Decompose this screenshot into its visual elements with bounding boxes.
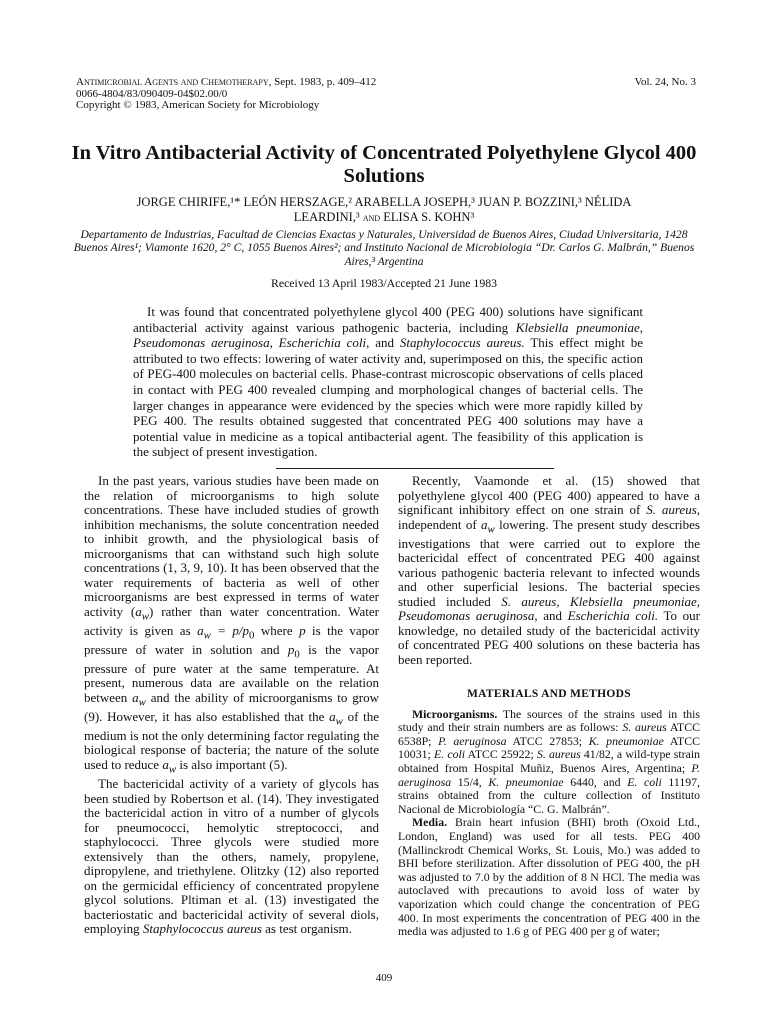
- text: is also important (5).: [176, 756, 288, 772]
- text: ATCC 6538P;: [398, 720, 700, 748]
- species-name: E. coli: [627, 774, 662, 789]
- species-name: Escherichia coli.: [567, 608, 659, 624]
- text: and the ability of microorganisms to grow (9). However, it has also established that the: [84, 689, 379, 724]
- text: The bactericidal activity of a variety of glycols has been studied by Robertson et al. (14). They investigated the bactericidal action in vitro of a number of glycols for pneumococci, hemolytic streptococci, and staphylococci. Three glycols were studied more extensively than the others, namely, propylene, dipropylene, and triethylene. Olitzky (12) also reported on the germicidal efficiency of concentrated propylene glycol solutions. Pltiman et al. (13) investigated the bacteriostatic and bactericidal activity of several diols, employing: [84, 776, 379, 937]
- text: In the past years, various studies have been made on the relation of microorganisms to high solute concentrations. These have included studies of growth inhibition mechanisms, the solute concentration needed to inhibit growth, and the physiological basis of microorganisms that can withstand such high solute concentrations (1, 3, 9, 10). It has been observed that the water requirements of bacteria as well of other microorganisms are best expressed in terms of water activity (: [84, 473, 379, 619]
- text: 11197, strains obtained from the culture collection of Instituto Nacional de Microbiología “C. G. Malbrán”.: [398, 774, 700, 816]
- symbol: a: [329, 708, 336, 724]
- species-name: Staphylococcus aureus.: [399, 335, 525, 351]
- subscript: w: [138, 696, 146, 709]
- text: is the vapor pressure of water in solution and: [84, 622, 379, 657]
- abstract-divider: [276, 468, 554, 469]
- symbol: a: [132, 689, 139, 705]
- abstract: [133, 304, 643, 460]
- text: Brain heart infusion (BHI) broth (Oxoid Ltd., London, England) was used for all tests. PEG 400 (Mallinckrodt Chemical Works, St. Louis, Mo.) was added to BHI before sterilization. After dissolution of PEG 400, the pH was adjusted to 7.0 by the addition of 8 N HCl. The media was autoclaved with precautions to avoid loss of water by vaporization which could change the concentration of PEG 400. In most experiments the concentration of PEG 400 in the media was adjusted to 1.6 g of PEG 400 per g of water;: [398, 815, 700, 939]
- text: ATCC 25922;: [465, 747, 537, 762]
- authors-part: ELISA S. KOHN³: [380, 210, 475, 224]
- run-in-heading: Media.: [412, 815, 448, 830]
- text: ATCC 10031;: [398, 733, 700, 762]
- text: as test organism.: [261, 921, 352, 937]
- citation: , Sept. 1983, p. 409–412: [268, 76, 377, 88]
- intro-paragraph-3: [398, 474, 700, 667]
- text: 41/82, a wild-type strain obtained from Hospital Muñiz, Buenos Aires, Argentina;: [398, 747, 700, 775]
- species-name: K. pneumoniae: [488, 774, 564, 789]
- text: lowering. The present study describes investigations that were carried out to explore the bactericidal effect of concentrated PEG 400 against various pathogenic bacteria relevant to infected wounds and other superficial lesions. The bacterial species studied included: [398, 516, 700, 609]
- authors-line-2: [70, 210, 698, 226]
- authors-and: and: [362, 212, 381, 224]
- symbol: a: [135, 603, 142, 619]
- authors-line-1: JORGE CHIRIFE,¹* LEÓN HERSZAGE,² ARABELLA JOSEPH,³ JUAN P. BOZZINI,³ NÉLIDA: [136, 195, 632, 209]
- subscript: w: [141, 610, 149, 623]
- subscript: w: [487, 523, 495, 536]
- species-name: Staphylococcus aureus: [142, 921, 262, 937]
- species-names: Klebsiella pneumoniae, Pseudomonas aeruginosa, Escherichia coli,: [133, 319, 643, 351]
- volume-number: Vol. 24, No. 3: [634, 76, 696, 88]
- abstract-text: and: [369, 335, 400, 351]
- author-list: [70, 195, 698, 226]
- species-name: P. aeruginosa: [438, 733, 507, 748]
- symbol: p: [287, 641, 295, 657]
- text: The sources of the strains used in this study and their strain numbers are as follows:: [398, 706, 700, 735]
- journal-citation: [76, 77, 696, 89]
- journal-name: Antimicrobial Agents and Chemotherapy: [76, 76, 269, 88]
- received-date: Received 13 April 1983/Accepted 21 June 1983: [270, 276, 498, 290]
- text: is the vapor pressure of pure water at the same temperature. At present, numerous data are available on the relation between: [84, 641, 379, 705]
- page-number: 409: [375, 972, 393, 984]
- subscript: w: [168, 763, 177, 776]
- text: ) rather than water concentration. Water activity is given as: [84, 603, 379, 638]
- subscript: w: [335, 715, 343, 728]
- text: To our knowledge, no detailed study of the bactericidal activity of concentrated PEG 400 solutions on these bacteria has been reported.: [398, 608, 700, 667]
- species-name: S. aureus: [536, 747, 581, 762]
- article-title: In Vitro Antibacterial Activity of Concentrated Polyethylene Glycol 400 Solutions: [71, 142, 697, 187]
- species-name: K. pneumoniae: [588, 733, 664, 748]
- text: independent of: [398, 516, 482, 532]
- section-heading-methods: MATERIALS AND METHODS: [467, 688, 631, 701]
- text: Recently, Vaamonde et al. (15) showed that polyethylene glycol 400 (PEG 400) appeared to have a significant inhibitory effect on one strain of: [398, 473, 700, 517]
- microorganisms-paragraph: [398, 708, 700, 817]
- text: of the medium is not the only determining factor regulating the biological response of bacteria; the nature of the solute used to reduce: [84, 708, 379, 772]
- right-column: [398, 474, 700, 939]
- abstract-text: This effect might be attributed to two effects: lowering of water activity and, superimposed on this, the specific action of PEG-400 molecules on bacterial cells. Phase-contrast microscopic observations of cells placed in contact with PEG 400 revealed clumping and morphological changes of bacterial cells. The larger changes in appearance were evidenced by the species which were more rapidly killed by PEG 400. The results obtained suggested that concentrated PEG 400 solutions may have a potential value in medicine as a topical antibacterial agent. The feasibility of this application is the subject of present investigation.: [133, 335, 643, 460]
- subscript: w: [203, 629, 211, 642]
- text: 6440, and: [563, 774, 628, 789]
- text: and: [537, 608, 568, 624]
- authors-part: LEARDINI,³: [293, 210, 363, 224]
- equation: = p/p: [210, 622, 250, 638]
- article-code: 0066-4804/83/090409-04$02.00/0: [76, 87, 228, 100]
- symbol: a: [162, 756, 169, 772]
- text: where: [254, 622, 300, 638]
- species-name: S. aureus,: [646, 502, 700, 517]
- left-column: [84, 474, 379, 937]
- affiliations: Departamento de Industrias, Facultad de Ciencias Exactas y Naturales, Universidad de Buenos Aires, Ciudad Universitaria, 1428 Buenos Aires¹; Viamonte 1620, 2° C, 1055 Buenos Aires²; and Instituto Nacional de Microbiologia “Dr. Carlos G. Malbrán,” Buenos Aires,³ Argentina: [73, 228, 695, 268]
- intro-paragraph-2: [84, 777, 379, 937]
- species-names: S. aureus, Klebsiella pneumoniae, Pseudomonas aeruginosa,: [398, 593, 700, 624]
- subscript: 0: [249, 629, 255, 642]
- symbol: a: [481, 516, 488, 532]
- species-name: E. coli: [433, 747, 466, 762]
- text: ATCC 27853;: [506, 733, 589, 748]
- species-name: P. aeruginosa: [398, 760, 700, 789]
- symbol: p: [299, 622, 306, 638]
- species-name: S. aureus: [622, 720, 667, 735]
- subscript: 0: [294, 648, 300, 661]
- intro-paragraph-1: [84, 474, 379, 777]
- running-header: [76, 77, 696, 112]
- abstract-text: It was found that concentrated polyethylene glycol 400 (PEG 400) solutions have significant antibacterial activity against various pathogenic bacteria, including: [133, 304, 643, 335]
- run-in-heading: Microorganisms.: [412, 706, 498, 721]
- media-paragraph: [398, 816, 700, 938]
- symbol: a: [197, 622, 204, 638]
- copyright: Copyright © 1983, American Society for Microbiology: [76, 99, 320, 111]
- text: 15/4,: [451, 774, 489, 789]
